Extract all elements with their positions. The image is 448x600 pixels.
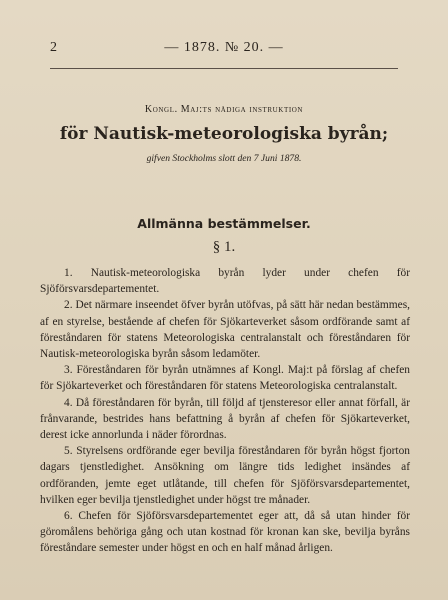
- paragraph-5: 5. Styrelsens ordförande eger bevilja föreståndaren för byrån högst fjorton dagars tjenstledighet. Ansökning om längre tids ledighet insändes af ordföranden, jemte eget utlåtande, till chefen för Sjöförsvarsdepartementet, hvilken eger bevilja tjenstledighet under högst tre månader.: [40, 445, 410, 506]
- header-rule: [50, 68, 398, 69]
- paragraph-1: 1. Nautisk-meteorologiska byrån lyder under chefen för Sjöförsvarsdepartementet.: [40, 267, 410, 296]
- paragraph-3: 3. Föreståndaren för byrån utnämnes af Kongl. Maj:t på förslag af chefen för Sjökarteverket och föreståndaren för statens Meteorologiska centralanstalt.: [40, 364, 410, 393]
- page-number: 2: [50, 40, 57, 55]
- preamble: Kongl. Maj:ts nådiga instruktion: [144, 104, 304, 115]
- paragraph-6: 6. Chefen för Sjöförsvarsdepartementet eger att, då så utan hinder för göromålens behöriga gång och utan kostnad för kronan kan ske, bevilja byråns föreståndare semester under högst en och en half månad årligen.: [40, 510, 410, 555]
- section-heading: Allmänna bestämmelser.: [137, 216, 311, 231]
- paragraph-sign: § 1.: [212, 239, 236, 255]
- document-title: för Nautisk-meteorologiska byrån;: [59, 124, 389, 144]
- paragraph-2: 2. Det närmare inseendet öfver byrån utöfvas, på sätt här nedan bestämmes, af en styrelse, bestående af chefen för Sjökarteverket såsom ordförande samt af föreståndaren för statens Meteorologiska centralanstalt och föreståndaren för Nautisk-meteorologiska byrån såsom ledamöter.: [40, 299, 410, 361]
- running-head: — 1878. № 20. —: [164, 40, 284, 55]
- body-text: [40, 265, 410, 557]
- document-subtitle: gifven Stockholms slott den 7 Juni 1878.: [146, 153, 302, 164]
- page-header: [50, 40, 398, 62]
- paragraph-4: 4. Då föreståndaren för byrån, till följd af tjensteresor eller annat förfall, är frånvarande, bestrides hans befattning å byrån af chefen för Sjökarteverket, derest icke annorlunda i näder förordnas.: [40, 396, 410, 442]
